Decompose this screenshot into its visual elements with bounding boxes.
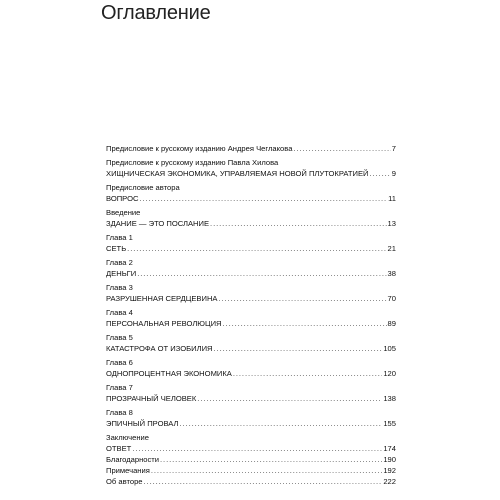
- toc-entry[interactable]: [106, 143, 396, 154]
- dot-leader: [139, 193, 387, 204]
- dot-leader: [160, 454, 382, 465]
- toc-entry-label: Введение: [106, 208, 141, 217]
- toc-entry-label: Глава 2: [106, 258, 133, 267]
- toc-entry-label: Глава 5: [106, 333, 133, 342]
- toc-entry-page-number: 190: [383, 455, 396, 464]
- toc-entry-title: ПЕРСОНАЛЬНАЯ РЕВОЛЮЦИЯ: [106, 319, 222, 328]
- toc-entry[interactable]: [106, 476, 396, 487]
- toc-entry-title: Предисловие к русскому изданию Андрея Чеглакова: [106, 144, 293, 153]
- toc-entry-page-number: 9: [391, 169, 396, 178]
- toc-entry-title: Примечания: [106, 466, 150, 475]
- toc-entry-label: Глава 4: [106, 308, 133, 317]
- toc-entry-page-number: 21: [387, 244, 396, 253]
- dot-leader: [180, 418, 383, 429]
- dot-leader: [144, 476, 383, 487]
- toc-entry-page-number: 70: [387, 294, 396, 303]
- toc-entry-page-number: 89: [387, 319, 396, 328]
- toc-entry-page-number: 155: [383, 419, 396, 428]
- dot-leader: [151, 465, 382, 476]
- toc-entry[interactable]: [106, 232, 396, 254]
- toc-entry[interactable]: [106, 332, 396, 354]
- toc-entry[interactable]: [106, 157, 396, 179]
- toc-entry-page-number: 13: [387, 219, 396, 228]
- toc-entry-title: ХИЩНИЧЕСКАЯ ЭКОНОМИКА, УПРАВЛЯЕМАЯ НОВОЙ ПЛУТОКРАТИЕЙ: [106, 169, 369, 178]
- dot-leader: [293, 143, 390, 154]
- toc-entry-title: ЗДАНИЕ — ЭТО ПОСЛАНИЕ: [106, 219, 210, 228]
- toc-entry[interactable]: [106, 307, 396, 329]
- toc-entry-label: Глава 6: [106, 358, 133, 367]
- toc-entry-page-number: 38: [387, 269, 396, 278]
- toc-entry-title: РАЗРУШЕННАЯ СЕРДЦЕВИНА: [106, 294, 218, 303]
- dot-leader: [197, 393, 382, 404]
- toc-entry-page-number: 105: [383, 344, 396, 353]
- toc-entry[interactable]: [106, 207, 396, 229]
- toc-entry-title: КАТАСТРОФА ОТ ИЗОБИЛИЯ: [106, 344, 213, 353]
- toc-entry-label: Предисловие автора: [106, 183, 180, 192]
- toc-entry[interactable]: [106, 454, 396, 465]
- dot-leader: [214, 343, 383, 354]
- toc-entry-page-number: 7: [391, 144, 396, 153]
- toc-entry-label: Глава 3: [106, 283, 133, 292]
- toc-entry[interactable]: [106, 357, 396, 379]
- toc-entry[interactable]: [106, 282, 396, 304]
- toc-entry-label: Глава 1: [106, 233, 133, 242]
- toc-entry[interactable]: [106, 465, 396, 476]
- dot-leader: [132, 443, 382, 454]
- dot-leader: [127, 243, 386, 254]
- toc-entry-title: ОДНОПРОЦЕНТНАЯ ЭКОНОМИКА: [106, 369, 232, 378]
- toc-entry-title: ОТВЕТ: [106, 444, 132, 453]
- toc-entry[interactable]: [106, 382, 396, 404]
- toc-entry-title: Благодарности: [106, 455, 160, 464]
- table-of-contents: [106, 143, 396, 487]
- toc-entry-label: Заключение: [106, 433, 150, 442]
- toc-entry-title: Об авторе: [106, 477, 143, 486]
- toc-entry[interactable]: [106, 182, 396, 204]
- toc-entry-title: ВОПРОС: [106, 194, 139, 203]
- toc-entry-label: Предисловие к русскому изданию Павла Хилова: [106, 158, 279, 167]
- toc-entry-page-number: 222: [383, 477, 396, 486]
- toc-entry-page-number: 138: [383, 394, 396, 403]
- page-title: Оглавление: [101, 2, 211, 24]
- toc-entry-page-number: 120: [383, 369, 396, 378]
- toc-entry[interactable]: [106, 257, 396, 279]
- toc-entry-title: ДЕНЬГИ: [106, 269, 137, 278]
- toc-entry-title: ЭПИЧНЫЙ ПРОВАЛ: [106, 419, 179, 428]
- toc-entry-title: СЕТЬ: [106, 244, 127, 253]
- dot-leader: [233, 368, 382, 379]
- toc-entry[interactable]: [106, 432, 396, 454]
- dot-leader: [137, 268, 386, 279]
- toc-entry-page-number: 11: [388, 194, 396, 203]
- toc-entry-page-number: 192: [383, 466, 396, 475]
- dot-leader: [219, 293, 387, 304]
- toc-entry-title: ПРОЗРАЧНЫЙ ЧЕЛОВЕК: [106, 394, 197, 403]
- dot-leader: [223, 318, 387, 329]
- toc-entry-label: Глава 8: [106, 408, 133, 417]
- toc-entry[interactable]: [106, 407, 396, 429]
- dot-leader: [210, 218, 387, 229]
- toc-entry-page-number: 174: [383, 444, 396, 453]
- toc-entry-label: Глава 7: [106, 383, 133, 392]
- dot-leader: [369, 168, 390, 179]
